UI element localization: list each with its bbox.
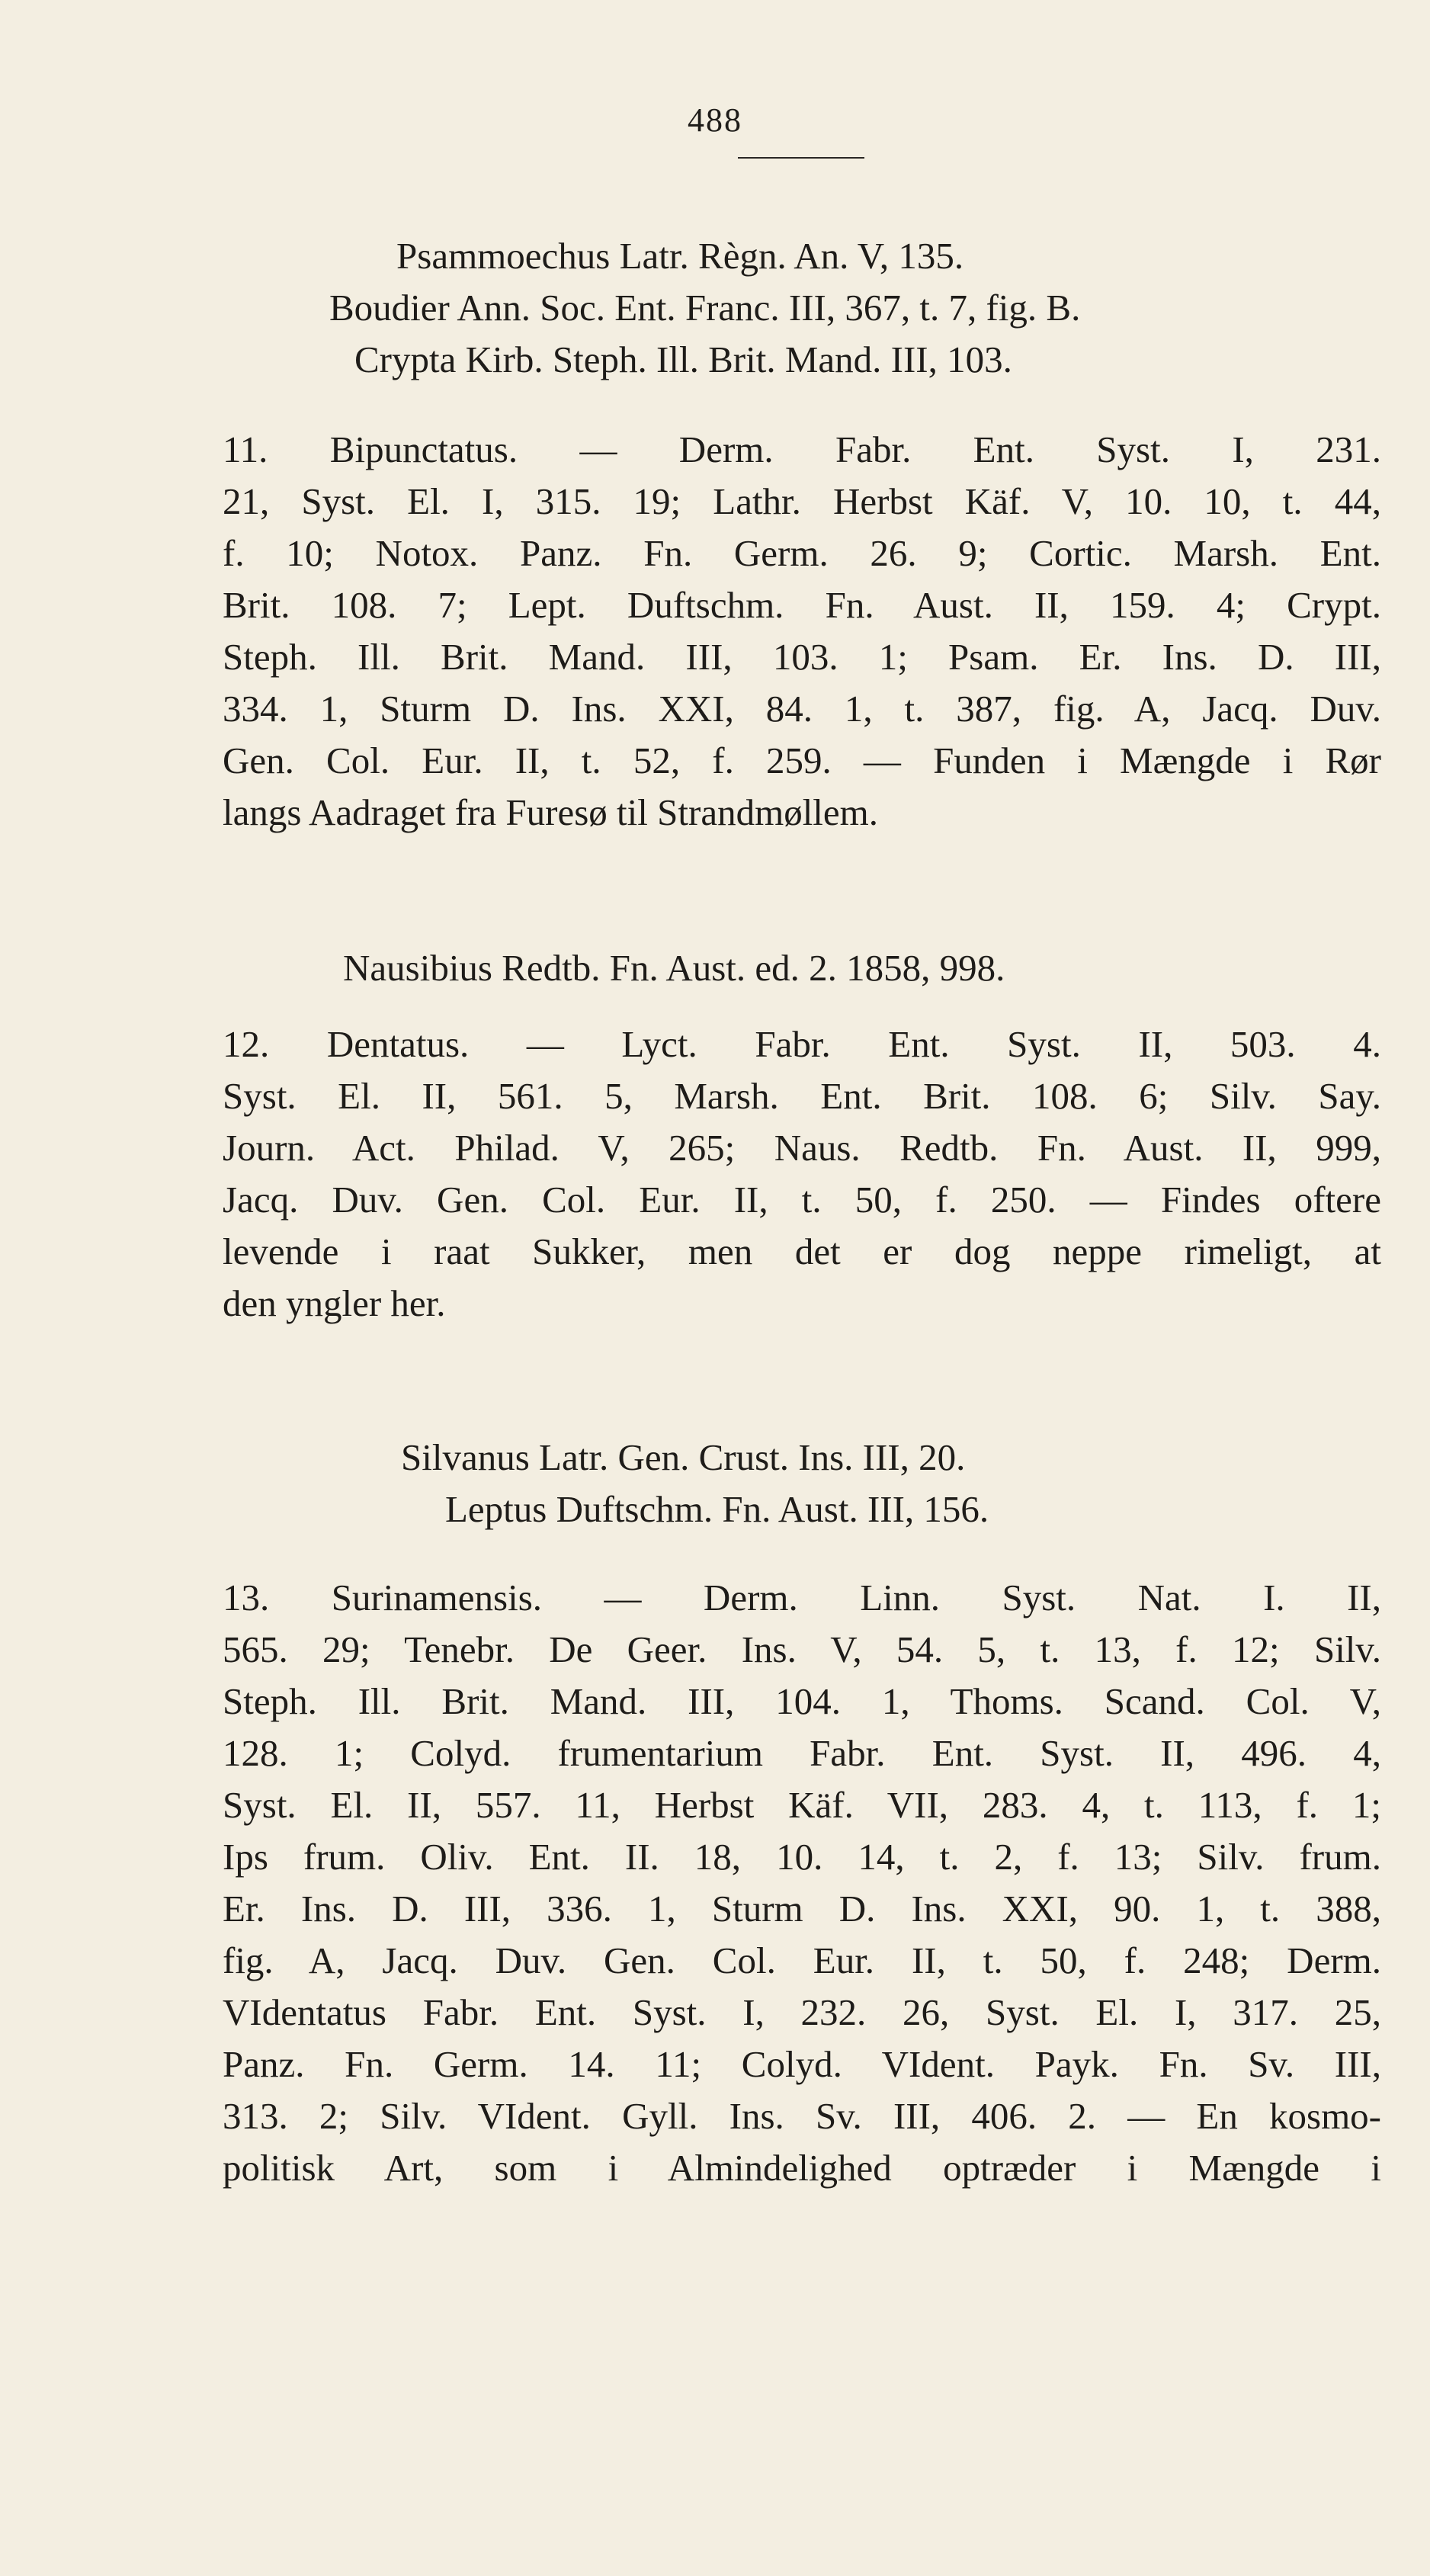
text-line: politisk Art, som i Almindelighed optræder i Mængde i bbox=[223, 2147, 1381, 2189]
genus-reference: Boudier Ann. Soc. Ent. Franc. III, 367, t. 7, fig. B. bbox=[329, 287, 1081, 329]
page-number-rule bbox=[738, 157, 864, 159]
species-entry-line: 12. Dentatus. — Lyct. Fabr. Ent. Syst. II, 503. 4. bbox=[223, 1023, 1381, 1065]
species-entry-line: 13. Surinamensis. — Derm. Linn. Syst. Nat. I. II, bbox=[223, 1577, 1381, 1618]
text-line: levende i raat Sukker, men det er dog neppe rimeligt, at bbox=[223, 1230, 1381, 1272]
genus-synonym: Crypta Kirb. Steph. Ill. Brit. Mand. III, 103. bbox=[354, 338, 1012, 380]
text-line: langs Aadraget fra Furesø til Strandmøllem. bbox=[223, 791, 879, 833]
text-line: 313. 2; Silv. VIdent. Gyll. Ins. Sv. III, 406. 2. — En kosmo- bbox=[223, 2095, 1381, 2137]
text-line: 565. 29; Tenebr. De Geer. Ins. V, 54. 5, t. 13, f. 12; Silv. bbox=[223, 1628, 1381, 1670]
text-line: Syst. El. II, 561. 5, Marsh. Ent. Brit. 108. 6; Silv. Say. bbox=[223, 1075, 1381, 1117]
genus-heading: Silvanus Latr. Gen. Crust. Ins. III, 20. bbox=[401, 1436, 966, 1478]
text-line: Steph. Ill. Brit. Mand. III, 104. 1, Thoms. Scand. Col. V, bbox=[223, 1680, 1381, 1722]
text-line: Brit. 108. 7; Lept. Duftschm. Fn. Aust. II, 159. 4; Crypt. bbox=[223, 584, 1381, 626]
text-line: Er. Ins. D. III, 336. 1, Sturm D. Ins. XXI, 90. 1, t. 388, bbox=[223, 1888, 1381, 1930]
text-line: 21, Syst. El. I, 315. 19; Lathr. Herbst Käf. V, 10. 10, t. 44, bbox=[223, 480, 1381, 522]
text-line: Journ. Act. Philad. V, 265; Naus. Redtb. Fn. Aust. II, 999, bbox=[223, 1127, 1381, 1169]
text-line: Gen. Col. Eur. II, t. 52, f. 259. — Funden i Mængde i Rør bbox=[223, 739, 1381, 781]
text-line: Ips frum. Oliv. Ent. II. 18, 10. 14, t. 2, f. 13; Silv. frum. bbox=[223, 1836, 1381, 1878]
genus-synonym: Leptus Duftschm. Fn. Aust. III, 156. bbox=[445, 1488, 989, 1530]
text-line: fig. A, Jacq. Duv. Gen. Col. Eur. II, t. 50, f. 248; Derm. bbox=[223, 1939, 1381, 1981]
text-line: VIdentatus Fabr. Ent. Syst. I, 232. 26, Syst. El. I, 317. 25, bbox=[223, 1991, 1381, 2033]
text-line: den yngler her. bbox=[223, 1282, 446, 1324]
page-number: 488 bbox=[688, 101, 742, 139]
text-line: Steph. Ill. Brit. Mand. III, 103. 1; Psam. Er. Ins. D. III, bbox=[223, 636, 1381, 678]
text-line: 334. 1, Sturm D. Ins. XXI, 84. 1, t. 387, fig. A, Jacq. Duv. bbox=[223, 688, 1381, 730]
text-line: 128. 1; Colyd. frumentarium Fabr. Ent. Syst. II, 496. 4, bbox=[223, 1732, 1381, 1774]
text-line: Syst. El. II, 557. 11, Herbst Käf. VII, 283. 4, t. 113, f. 1; bbox=[223, 1784, 1381, 1826]
species-entry-line: 11. Bipunctatus. — Derm. Fabr. Ent. Syst. I, 231. bbox=[223, 428, 1381, 470]
text-line: f. 10; Notox. Panz. Fn. Germ. 26. 9; Cortic. Marsh. Ent. bbox=[223, 532, 1381, 574]
genus-heading: Nausibius Redtb. Fn. Aust. ed. 2. 1858, 998. bbox=[343, 947, 1005, 989]
text-line: Panz. Fn. Germ. 14. 11; Colyd. VIdent. Payk. Fn. Sv. III, bbox=[223, 2043, 1381, 2085]
genus-heading: Psammoechus Latr. Règn. An. V, 135. bbox=[396, 235, 964, 277]
text-line: Jacq. Duv. Gen. Col. Eur. II, t. 50, f. 250. — Findes oftere bbox=[223, 1179, 1381, 1221]
